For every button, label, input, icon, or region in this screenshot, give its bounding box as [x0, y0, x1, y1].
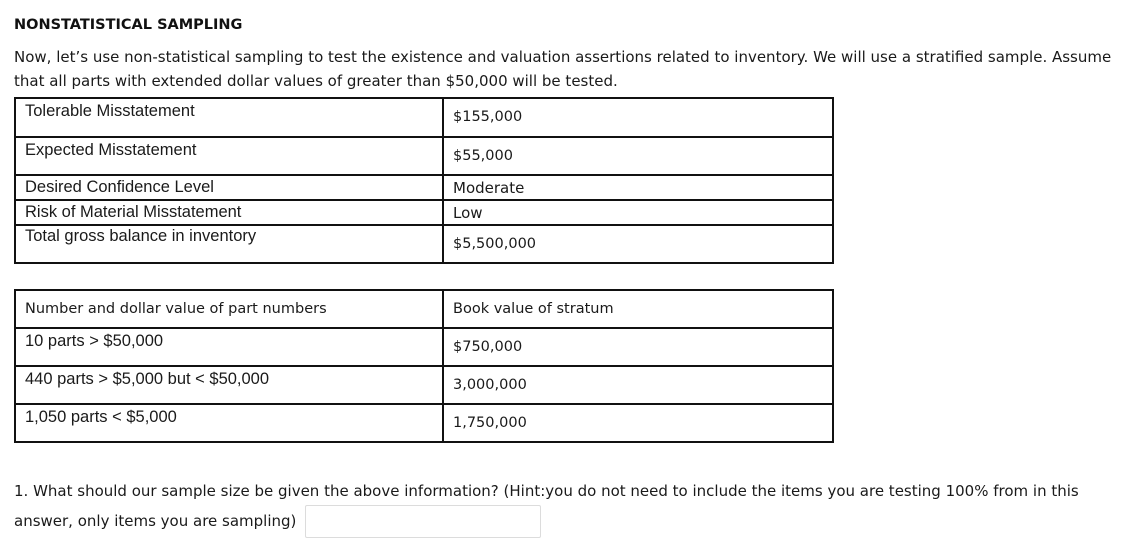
table-row — [15, 225, 833, 263]
stratum-label: 10 parts > $50,000 — [15, 328, 443, 366]
stratum-label: 1,050 parts < $5,000 — [15, 404, 443, 442]
parameter-value: $5,500,000 — [443, 225, 833, 263]
parameter-value: Low — [443, 200, 833, 225]
sampling-parameters-table — [14, 97, 834, 264]
table-row — [15, 328, 833, 366]
column-header-book-value: Book value of stratum — [443, 290, 833, 328]
parameter-value: Moderate — [443, 175, 833, 200]
table-row — [15, 366, 833, 404]
parameter-label: Expected Misstatement — [15, 137, 443, 175]
column-header-parts: Number and dollar value of part numbers — [15, 290, 443, 328]
table-header-row — [15, 290, 833, 328]
intro-paragraph: Now, let’s use non-statistical sampling to test the existence and valuation assertions related to inventory. We will use a stratified sample. Assume that all parts with extended dollar values of greater than $50,000 will be tested. — [14, 48, 1112, 90]
parameter-label: Desired Confidence Level — [15, 175, 443, 200]
parameter-value: $155,000 — [443, 98, 833, 137]
stratum-label: 440 parts > $5,000 but < $50,000 — [15, 366, 443, 404]
table-row — [15, 175, 833, 200]
parameter-label: Total gross balance in inventory — [15, 225, 443, 263]
strata-table — [14, 289, 834, 443]
table-row — [15, 200, 833, 225]
table-row — [15, 98, 833, 137]
stratum-book-value: 1,750,000 — [443, 404, 833, 442]
sample-size-answer-input[interactable] — [305, 505, 541, 538]
table-row — [15, 137, 833, 175]
parameter-value: $55,000 — [443, 137, 833, 175]
stratum-book-value: 3,000,000 — [443, 366, 833, 404]
table-row — [15, 404, 833, 442]
parameter-label: Risk of Material Misstatement — [15, 200, 443, 225]
parameter-label: Tolerable Misstatement — [15, 98, 443, 137]
question-text: 1. What should our sample size be given the above information? (Hint:you do not need to include the items you are testing 100% from in this answer, only items you are sampling) — [14, 482, 1079, 530]
question-block — [14, 477, 1132, 538]
page-title: NONSTATISTICAL SAMPLING — [14, 17, 243, 33]
stratum-book-value: $750,000 — [443, 328, 833, 366]
